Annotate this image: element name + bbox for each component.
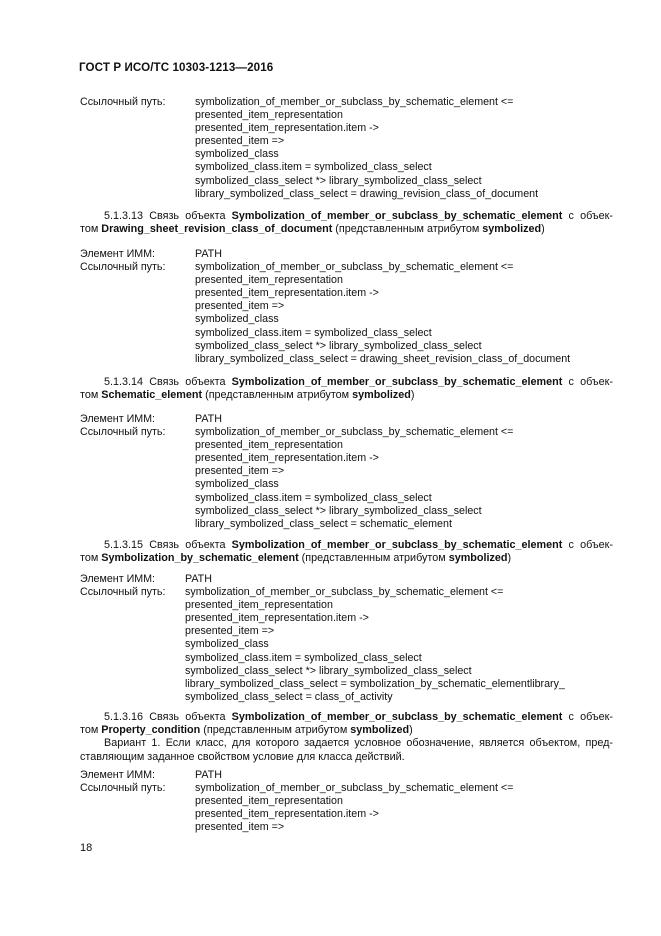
path-line: symbolization_of_member_or_subclass_by_schematic_element <= xyxy=(185,586,504,599)
path-line: symbolized_class xyxy=(195,478,279,491)
path-value xyxy=(195,426,620,531)
section-5-1-3-13-heading: 5.1.3.13 Связь объекта Symbolization_of_member_or_subclass_by_schematic_element с объек- том Drawing_sheet_revision_class_of_document (представленным атрибутом symbolized) xyxy=(80,210,613,236)
element-value: PATH xyxy=(195,248,222,260)
path-line: symbolized_class.item = symbolized_class_select xyxy=(195,161,432,174)
path-line: symbolization_of_member_or_subclass_by_schematic_element <= xyxy=(195,782,514,795)
element-label: Элемент ИММ: xyxy=(80,248,156,260)
path-line: library_symbolized_class_select = drawing_sheet_revision_class_of_document xyxy=(195,352,571,365)
element-label: Элемент ИММ: xyxy=(80,573,156,585)
path-line: presented_item => xyxy=(195,465,285,478)
path-line: presented_item_representation xyxy=(195,439,343,452)
path-line: symbolized_class_select *> library_symbolized_class_select xyxy=(185,664,472,677)
section-5-1-3-16-heading: 5.1.3.16 Связь объекта Symbolization_of_member_or_subclass_by_schematic_element с объек- том Property_condition (представленным атрибутом symbolized) Вариант 1. Если класс, для которого задается условное обозначение, является объектом, пред- ставляющим заданное свойством условие для класса действий. xyxy=(80,711,613,763)
path-row xyxy=(80,782,620,834)
path-line: presented_item => xyxy=(195,300,285,313)
section-5-1-3-15-heading: 5.1.3.15 Связь объекта Symbolization_of_member_or_subclass_by_schematic_element с объек- том Symbolization_by_schematic_element (представленным атрибутом symbolized) xyxy=(80,539,613,565)
mapping-block-16 xyxy=(80,769,620,834)
path-line: presented_item_representation xyxy=(185,599,333,612)
element-value: PATH xyxy=(185,573,212,585)
path-line: symbolization_of_member_or_subclass_by_schematic_element <= xyxy=(195,96,514,108)
path-label: Ссылочный путь: xyxy=(80,782,166,795)
path-line: presented_item_representation.item -> xyxy=(195,452,379,465)
element-row xyxy=(80,573,620,586)
path-line: symbolized_class xyxy=(195,313,279,326)
path-line: presented_item => xyxy=(195,821,285,834)
path-row xyxy=(80,426,620,531)
path-line: symbolization_of_member_or_subclass_by_schematic_element <= xyxy=(195,426,514,439)
section-5-1-3-14-heading: 5.1.3.14 Связь объекта Symbolization_of_member_or_subclass_by_schematic_element с объек- том Schematic_element (представленным атрибутом symbolized) xyxy=(80,376,613,402)
path-line: presented_item_representation.item -> xyxy=(195,122,379,135)
path-label: Ссылочный путь: xyxy=(80,426,166,439)
element-row xyxy=(80,769,620,782)
path-row xyxy=(80,261,620,366)
path-value xyxy=(195,782,620,834)
path-line: symbolized_class_select *> library_symbolized_class_select xyxy=(195,504,482,517)
path-line: library_symbolized_class_select = schematic_element xyxy=(195,517,452,530)
path-line: presented_item_representation xyxy=(195,274,343,287)
path-line: presented_item => xyxy=(185,625,275,638)
path-value xyxy=(195,261,620,366)
path-label: Ссылочный путь: xyxy=(80,261,166,274)
element-row xyxy=(80,248,620,261)
path-value xyxy=(185,586,620,704)
path-line: symbolized_class_select = class_of_activity xyxy=(185,690,393,703)
path-line: symbolized_class.item = symbolized_class_select xyxy=(195,326,432,339)
path-line: symbolized_class_select *> library_symbolized_class_select xyxy=(195,339,482,352)
path-row xyxy=(80,586,620,704)
path-label: Ссылочный путь: xyxy=(80,96,166,108)
path-value xyxy=(195,96,620,201)
element-value: PATH xyxy=(195,413,222,425)
path-line: presented_item_representation xyxy=(195,109,343,122)
element-label: Элемент ИММ: xyxy=(80,769,156,781)
path-label: Ссылочный путь: xyxy=(80,586,166,599)
path-line: symbolized_class xyxy=(185,638,269,651)
element-row xyxy=(80,413,620,426)
path-row xyxy=(80,96,620,201)
page-number: 18 xyxy=(80,842,93,854)
path-line: symbolized_class xyxy=(195,148,279,161)
mapping-block-0 xyxy=(80,96,620,201)
mapping-block-14 xyxy=(80,413,620,531)
path-line: presented_item => xyxy=(195,135,285,148)
element-label: Элемент ИММ: xyxy=(80,413,156,425)
path-line: presented_item_representation.item -> xyxy=(195,287,379,300)
variant-text-cont: ставляющим заданное свойством условие для класса действий. xyxy=(80,750,405,763)
path-line: presented_item_representation xyxy=(195,795,343,808)
mapping-block-15 xyxy=(80,573,620,704)
path-line: symbolized_class.item = symbolized_class_select xyxy=(195,491,432,504)
mapping-block-13 xyxy=(80,248,620,366)
path-line: library_symbolized_class_select = symbolization_by_schematic_elementlibrary_ xyxy=(185,677,565,690)
path-line: symbolized_class_select *> library_symbolized_class_select xyxy=(195,174,482,187)
document-header: ГОСТ Р ИСО/ТС 10303-1213—2016 xyxy=(79,61,274,74)
path-line: presented_item_representation.item -> xyxy=(195,808,379,821)
variant-text: Вариант 1. Если класс, для которого задается условное обозначение, является объектом, пред- xyxy=(104,737,613,750)
path-line: symbolization_of_member_or_subclass_by_schematic_element <= xyxy=(195,261,514,274)
element-value: PATH xyxy=(195,769,222,781)
path-line: library_symbolized_class_select = drawing_revision_class_of_document xyxy=(195,187,539,200)
path-line: presented_item_representation.item -> xyxy=(185,612,369,625)
path-line: symbolized_class.item = symbolized_class_select xyxy=(185,651,422,664)
